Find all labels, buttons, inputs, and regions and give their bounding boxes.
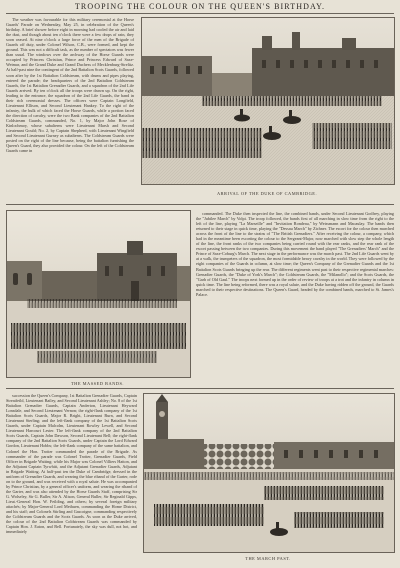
section-rule-1 <box>6 204 394 205</box>
illustration-march-past <box>143 393 395 553</box>
article-column-top-left <box>6 17 134 205</box>
caption-massed-bands: THE MASSED BANDS. <box>70 381 125 386</box>
engraving-bands <box>7 211 190 377</box>
section-rule-2 <box>6 388 394 389</box>
illustration-massed-bands <box>6 210 191 378</box>
caption-march-past: THE MARCH PAST. <box>245 556 291 561</box>
article-text: commanded. The Duke then inspected the line, the combined bands, under Second Lieutenant Godfrey, playing the "Jubilee March" by Volpi. The troop followed, the bands first of all marching in slow time from the right to the left of the line, playing "La Marseille" and "Invitation Rondeau," by Weissmann and Macaulay. The bands then returned to their stage in quick time, playing the "Dessau March" by Zichner. The escort for the colour then marched across the front of the line to the strains of "The British Grenadiers." After receiving the colour, a company, which had in the meantime been escorting the colour to the Sergeant-Major, now marched with slow step the whole length of the line, the front ranks of the two companies being carried round with the rear ranks, and the rear rank of the escort passing between the two companies. During this movement the band played "The Grenadiers' March" and the Prince of Saxe-Coburg's March. The next stage in the performance was the march past. The 2nd Life Guards went by at a walk, the trumpeters of the squadron, the most formidable heavy cavalry in the world. They were followed by the eight companies of the Guards in column, at slow time; the Queen's Company of the Grenadier Guards and the 1st Battalion Scots Guards bringing up the rear. The different regiments went past to their respective regimental marches: Grenadier Guards, the "Duke of York's March"; the Coldstream Guards, the "Milanollo"; and the Scots Guards, the "Garb of Old Gaul." The troops next formed up in the order of review of troops at a trot and the infantry in column in quick time. The line being reformed, there was a royal salute, and the Duke having ridden off the ground, the Guards marched to their respective destinations. The Queen's Guard, headed by the combined bands, marched to St. James's Palace. <box>196 211 394 297</box>
page-title: TROOPING THE COLOUR ON THE QUEEN'S BIRTHDAY. <box>74 2 326 11</box>
engraving-march-past <box>144 394 394 552</box>
engraving-arrival <box>142 18 394 184</box>
illustration-arrival-duke <box>141 17 395 185</box>
title-rule <box>6 13 394 14</box>
caption-arrival: ARRIVAL OF THE DUKE OF CAMBRIDGE. <box>216 191 318 196</box>
article-column-middle-right <box>196 211 394 381</box>
article-column-bottom-left <box>6 393 137 565</box>
article-text: The weather was favourable for this military ceremonial at the Horse Guards' Parade on Wednesday, May 25, in celebration of the Queen's birthday. A brief shower before eight in morning had cooled the air and laid the dust, and though about ten o'clock there were a few drops of rain, they soon ceased. At nine o'clock a large force of the men of the Brigade of Guards off duty, under Colonel Wilson, C.B., were formed, and kept the ground. This was not a difficult task, as the number of spectators was fewer than usual. The windows over the archway of the Horse Guards were occupied by Princess Christian, Prince and Princess Edward of Saxe-Weimar, and the Grand Duke and Grand Duchess of Mecklenburg-Strelitz. At half-past nine the contingent of the 2nd Battalion Scots Guards, followed soon after by the 1st Battalion Coldstream, with drums and pipes playing, entered the parade; the headquarters of the 2nd Battalion Coldstream Guards, the 1st Battalion Grenadier Guards, and a squadron of the 2nd Life Guards arrived. By ten o'clock all the troops were drawn up. On the right, leading to the entrance, the squadron of the 2nd Life Guards, the band in their rich ceremonial dresses. The officers were Captain Longfield, Lieutenant Ellison, and Second Lieutenant Hankey. To the right of the infantry, the bulk of which faced the Horse Guards, while a portion faced the direction of cavalry, were the two Bank companies of the 2nd Battalion Coldstream Guards, commanded, No. 1, by Major John Rose of Kinlochmoy, whose subalterns were Lieutenant Marsh and Second Lieutenant Gould; No. 2, by Captain Shepherd, with Lieutenant Wingfield and Second Lieutenant Gurney as subalterns. The Coldstream Guards were posted on the right of the line because, being the battalion furnishing the Queen's Guard, they also provided the colour. On the left of the Coldstream Guards came in <box>6 17 134 154</box>
article-text: succession the Queen's Company, 1st Battalion Grenadier Guards, Captain Streatfeild, Lieutenant Bailey, and Second Lieutenant Ashley; No. 8 of the 1st Battalion Grenadier Guards, Captain Anderton, Lieutenant Heyward Lonsdale, and Second Lieutenant Vernon; the right-flank company of the 1st Battalion Scots Guards, Major R. Bright, Lieutenant Burn, and Second Lieutenant Sterling; and the left-flank company of the 1st Battalion Scots Guards, under Captain Malcolm, Lieutenant Rowley Lewell, and Second Lieutenant Harcourt Lester. The left-flank company of the 2nd Battalion Scots Guards, Captain John Dawson, Second Lieutenant Bell; the right-flank company of the 2nd Battalion Scots Guards, under Captain the Lord Edward Gordon, Lieutenant Hobbs; the left-flank company of the same battalion, and Colonel the Hon. Trotter commanded the parade of the Brigade. As commander of the parade was Colonel Trotter, Grenadier Guards, Field Officer in Brigade Waiting; while his Major was Colonel Villiers Hatton, and the Adjutant Captain Tyrwhitt, and the Adjutant Grenadier Guards, Adjutant in Brigade Waiting. At half-past ten the Duke of Cambridge, dressed in the uniform of Grenadier Guards, and wearing the blue riband of the Garter, rode on to the ground, and was received with a royal salute. He was accompanied by Prince Christian, by a general officer's uniform, and wearing the riband of the Garter, and was also attended by the Horse Guards Staff, comprising Sir G. Wolseley, Sir G. Buller, Sir A. Alison, General Buller, Sir Reginald Gipps, Lieut.-General Hon. W. Feilding, and others; by several foreign military attachés; by Major-General Lord Methuen, commanding the Home District, and his staff; and Colonels Stirling and Gascoigne, commanding respectively the Coldstream Guards and the Scots Guards. As soon as the Duke arrived, the colour of the 2nd Battalion Coldstream Guards was commanded by Captain Hon. J. Eaton, and Bell. Fortunately, the sky was dull, not hot, and immediately <box>6 393 137 535</box>
